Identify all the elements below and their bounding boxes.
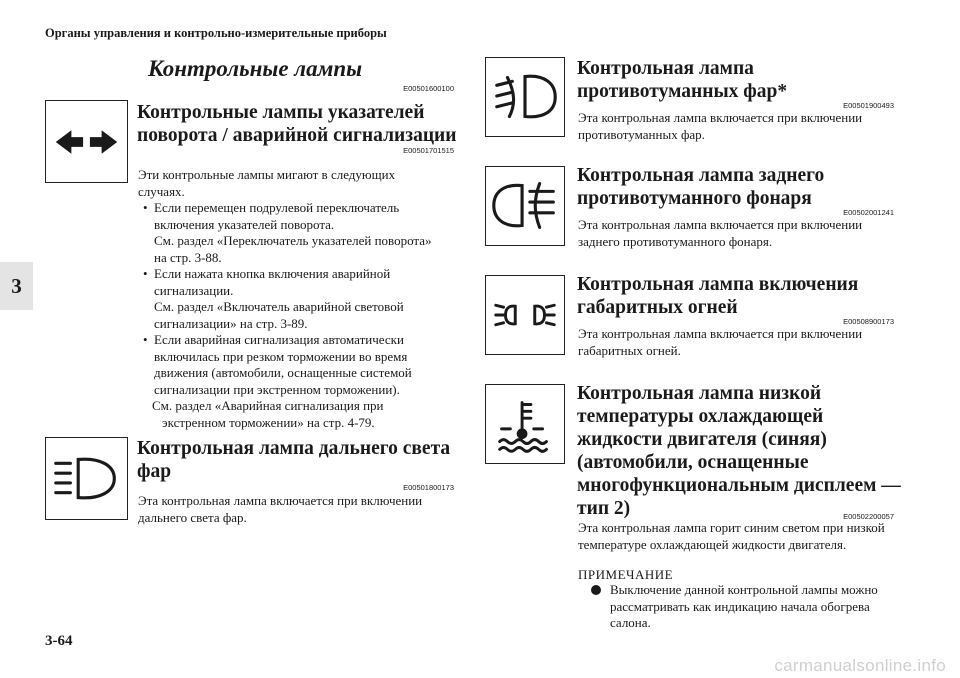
reference-line: на стр. 3-88. bbox=[154, 249, 222, 265]
high-beam-title bbox=[137, 437, 450, 483]
position-lights-code: E00508900173 bbox=[843, 317, 894, 326]
text-line: Эта контрольная лампа горит синим светом при низкой bbox=[578, 520, 885, 535]
title-line: Контрольная лампа низкой bbox=[577, 383, 822, 404]
title-line: многофункциональным дисплеем — bbox=[577, 475, 901, 496]
text-line: Эта контрольная лампа включается при включении bbox=[138, 493, 423, 508]
position-lights-title bbox=[577, 273, 858, 319]
coolant-code: E00502200057 bbox=[843, 512, 894, 521]
coolant-title bbox=[577, 382, 901, 520]
text-line: • Если аварийная сигнализация автоматически bbox=[154, 332, 404, 347]
text-line: Эта контрольная лампа включается при включении bbox=[578, 110, 863, 125]
text-line: салона. bbox=[610, 615, 651, 630]
text-line: движения (автомобили, оснащенные системой bbox=[154, 365, 412, 380]
text-line: рассматривать как индикацию начала обогрева bbox=[610, 598, 870, 614]
rear-fog-code: E00502001241 bbox=[843, 208, 894, 217]
title-line: тип 2) bbox=[577, 498, 631, 519]
chapter-tab bbox=[0, 262, 33, 310]
watermark: carmanualsonline.info bbox=[774, 656, 946, 675]
text-line: • Если нажата кнопка включения аварийной bbox=[154, 266, 391, 281]
turn-signal-code: E00501701515 bbox=[403, 146, 454, 155]
text-line: Эти контрольные лампы мигают в следующих bbox=[138, 167, 396, 182]
reference-block bbox=[138, 398, 468, 431]
position-lights-icon bbox=[485, 275, 565, 355]
text-line: дальнего света фар. bbox=[138, 509, 247, 525]
reference-line: экстренном торможении» на стр. 4-79. bbox=[162, 414, 375, 430]
text-line: заднего противотуманного фонаря. bbox=[578, 233, 773, 249]
title-line: поворота / аварийной сигнализации bbox=[137, 125, 457, 146]
note-bullet bbox=[591, 585, 601, 595]
page-header: Органы управления и контрольно-измерительные приборы bbox=[45, 26, 387, 40]
rear-fog-title bbox=[577, 164, 824, 210]
title-line: фар bbox=[137, 461, 172, 482]
section-title: Контрольные лампы bbox=[148, 56, 363, 81]
text-line: случаях. bbox=[138, 183, 185, 199]
title-line: Контрольные лампы указателей bbox=[137, 102, 425, 123]
title-line: температуры охлаждающей bbox=[577, 406, 824, 427]
note-title: ПРИМЕЧАНИЕ bbox=[578, 567, 674, 582]
reference-line: См. раздел «Аварийная сигнализация при bbox=[152, 398, 384, 413]
title-line: жидкости двигателя (синяя) bbox=[577, 429, 827, 450]
text-line: Эта контрольная лампа включается при включении bbox=[578, 217, 863, 232]
title-line: Контрольная лампа bbox=[577, 58, 754, 79]
turn-signal-title bbox=[137, 101, 457, 147]
high-beam-body bbox=[138, 493, 468, 526]
turn-signal-body bbox=[138, 167, 468, 431]
high-beam-code: E00501800173 bbox=[403, 483, 454, 492]
text-line: сигнализации. bbox=[154, 282, 234, 298]
front-fog-code: E00501900493 bbox=[843, 101, 894, 110]
title-line: (автомобили, оснащенные bbox=[577, 452, 809, 473]
low-coolant-temperature-icon bbox=[485, 384, 565, 464]
title-line: габаритных огней bbox=[577, 297, 738, 318]
front-fog-body bbox=[578, 110, 918, 143]
turn-signal-arrows-icon bbox=[45, 100, 128, 183]
title-line: Контрольная лампа дальнего света bbox=[137, 438, 451, 459]
note-item bbox=[578, 582, 950, 632]
title-line: Контрольная лампа заднего bbox=[577, 165, 825, 186]
reference-line: См. раздел «Переключатель указателей поворота» bbox=[154, 233, 432, 248]
reference-line: сигнализации» на стр. 3-89. bbox=[154, 315, 308, 331]
text-line: включилась при резком торможении во время bbox=[154, 348, 408, 364]
rear-fog-body bbox=[578, 217, 918, 250]
bullet-item bbox=[138, 332, 468, 398]
section-code: E00501600100 bbox=[403, 84, 454, 93]
bullet-item bbox=[138, 266, 468, 332]
text-line: • Если перемещен подрулевой переключатель bbox=[154, 200, 400, 215]
title-line: Контрольная лампа включения bbox=[577, 274, 859, 295]
text-line: габаритных огней. bbox=[578, 342, 681, 358]
high-beam-icon bbox=[45, 437, 128, 520]
page-number: 3-64 bbox=[45, 633, 73, 649]
text-line: включения указателей поворота. bbox=[154, 216, 335, 232]
reference-line: См. раздел «Включатель аварийной световой bbox=[154, 299, 404, 314]
rear-fog-light-icon bbox=[485, 166, 565, 246]
coolant-body bbox=[578, 520, 918, 553]
front-fog-title bbox=[577, 57, 787, 103]
position-lights-body bbox=[578, 326, 918, 359]
text-line: температуре охлаждающей жидкости двигателя. bbox=[578, 536, 847, 552]
title-line: противотуманных фар* bbox=[577, 81, 788, 102]
front-fog-light-icon bbox=[485, 57, 565, 137]
text-line: Выключение данной контрольной лампы можно bbox=[610, 582, 878, 597]
text-line: противотуманных фар. bbox=[578, 126, 705, 142]
bullet-item bbox=[138, 200, 468, 266]
title-line: противотуманного фонаря bbox=[577, 188, 812, 209]
text-line: сигнализации при экстренном торможении). bbox=[154, 381, 400, 397]
text-line: Эта контрольная лампа включается при включении bbox=[578, 326, 863, 341]
chapter-number: 3 bbox=[11, 273, 22, 298]
